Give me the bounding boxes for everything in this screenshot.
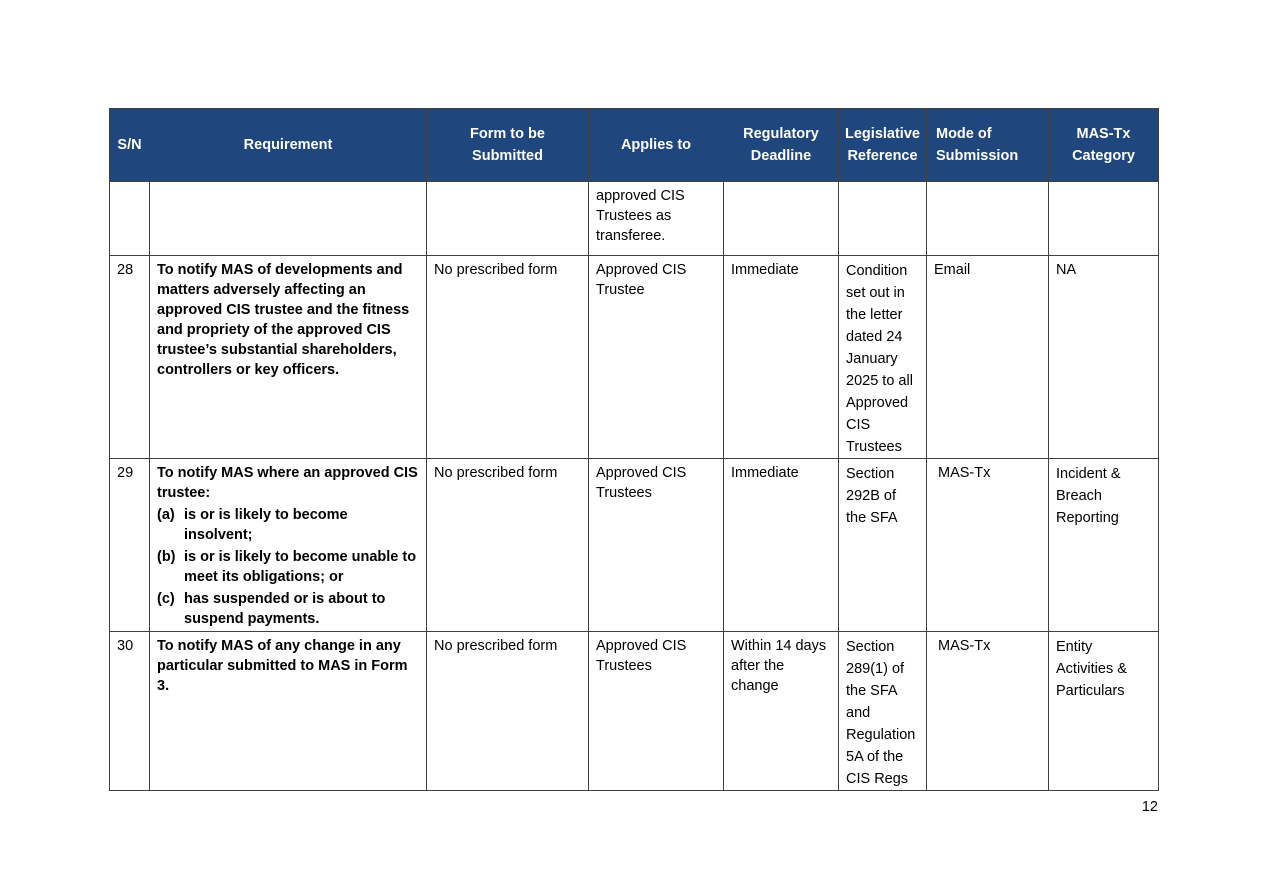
cell-deadline: Immediate — [724, 256, 839, 459]
table-row — [110, 182, 1159, 256]
cell-form: No prescribed form — [427, 256, 589, 459]
cell-sn — [110, 182, 150, 256]
cell-form: No prescribed form — [427, 459, 589, 632]
list-item — [157, 589, 419, 629]
list-text: is or is likely to become insolvent; — [184, 507, 348, 543]
cell-category: NA — [1049, 256, 1159, 459]
cell-legislative: Section 289(1) of the SFA and Regulation 5A of the CIS Regs — [839, 632, 927, 791]
cell-sn: 29 — [110, 459, 150, 632]
table-row — [110, 459, 1159, 632]
cell-applies-to: approved CIS Trustees as transferee. — [589, 182, 724, 256]
list-marker: (c) — [157, 591, 175, 607]
col-header-requirement: Requirement — [150, 109, 427, 182]
table-row — [110, 632, 1159, 791]
cell-category: Incident & Breach Reporting — [1049, 459, 1159, 632]
cell-legislative — [839, 182, 927, 256]
col-header-applies-to: Applies to — [589, 109, 724, 182]
cell-category: Entity Activities & Particulars — [1049, 632, 1159, 791]
cell-sn: 30 — [110, 632, 150, 791]
cell-legislative: Section 292B of the SFA — [839, 459, 927, 632]
col-header-mode-of-submission: Mode of Submission — [927, 109, 1049, 182]
col-header-mas-tx-category: MAS-Tx Category — [1049, 109, 1159, 182]
cell-deadline — [724, 182, 839, 256]
cell-mode: MAS-Tx — [927, 632, 1049, 791]
cell-deadline: Immediate — [724, 459, 839, 632]
col-header-form: Form to be Submitted — [427, 109, 589, 182]
table-header-row — [110, 109, 1159, 182]
list-text: has suspended or is about to suspend payments. — [184, 591, 386, 627]
list-text: is or is likely to become unable to meet its obligations; or — [184, 549, 417, 585]
col-header-legislative-reference: Legislative Reference — [839, 109, 927, 182]
cell-requirement — [150, 459, 427, 632]
list-marker: (b) — [157, 549, 176, 565]
cell-form: No prescribed form — [427, 632, 589, 791]
list-item — [157, 547, 419, 587]
cell-applies-to: Approved CIS Trustees — [589, 632, 724, 791]
cell-mode — [927, 182, 1049, 256]
requirements-table — [109, 108, 1159, 791]
cell-deadline: Within 14 days after the change — [724, 632, 839, 791]
cell-requirement: To notify MAS of developments and matters adversely affecting an approved CIS trustee and the fitness and propriety of the approved CIS trustee’s substantial shareholders, controllers or key officers. — [150, 256, 427, 459]
table-row — [110, 256, 1159, 459]
cell-applies-to: Approved CIS Trustees — [589, 459, 724, 632]
col-header-sn: S/N — [110, 109, 150, 182]
col-header-regulatory-deadline: Regulatory Deadline — [724, 109, 839, 182]
page-number: 12 — [1141, 799, 1158, 815]
list-marker: (a) — [157, 507, 175, 523]
cell-category — [1049, 182, 1159, 256]
cell-mode: Email — [927, 256, 1049, 459]
cell-applies-to: Approved CIS Trustee — [589, 256, 724, 459]
cell-requirement: To notify MAS of any change in any particular submitted to MAS in Form 3. — [150, 632, 427, 791]
requirement-intro: To notify MAS where an approved CIS trustee: — [157, 465, 418, 501]
cell-legislative: Condition set out in the letter dated 24 January 2025 to all Approved CIS Trustees — [839, 256, 927, 459]
requirement-list — [157, 505, 419, 629]
cell-requirement — [150, 182, 427, 256]
cell-mode: MAS-Tx — [927, 459, 1049, 632]
list-item — [157, 505, 419, 545]
cell-sn: 28 — [110, 256, 150, 459]
cell-form — [427, 182, 589, 256]
